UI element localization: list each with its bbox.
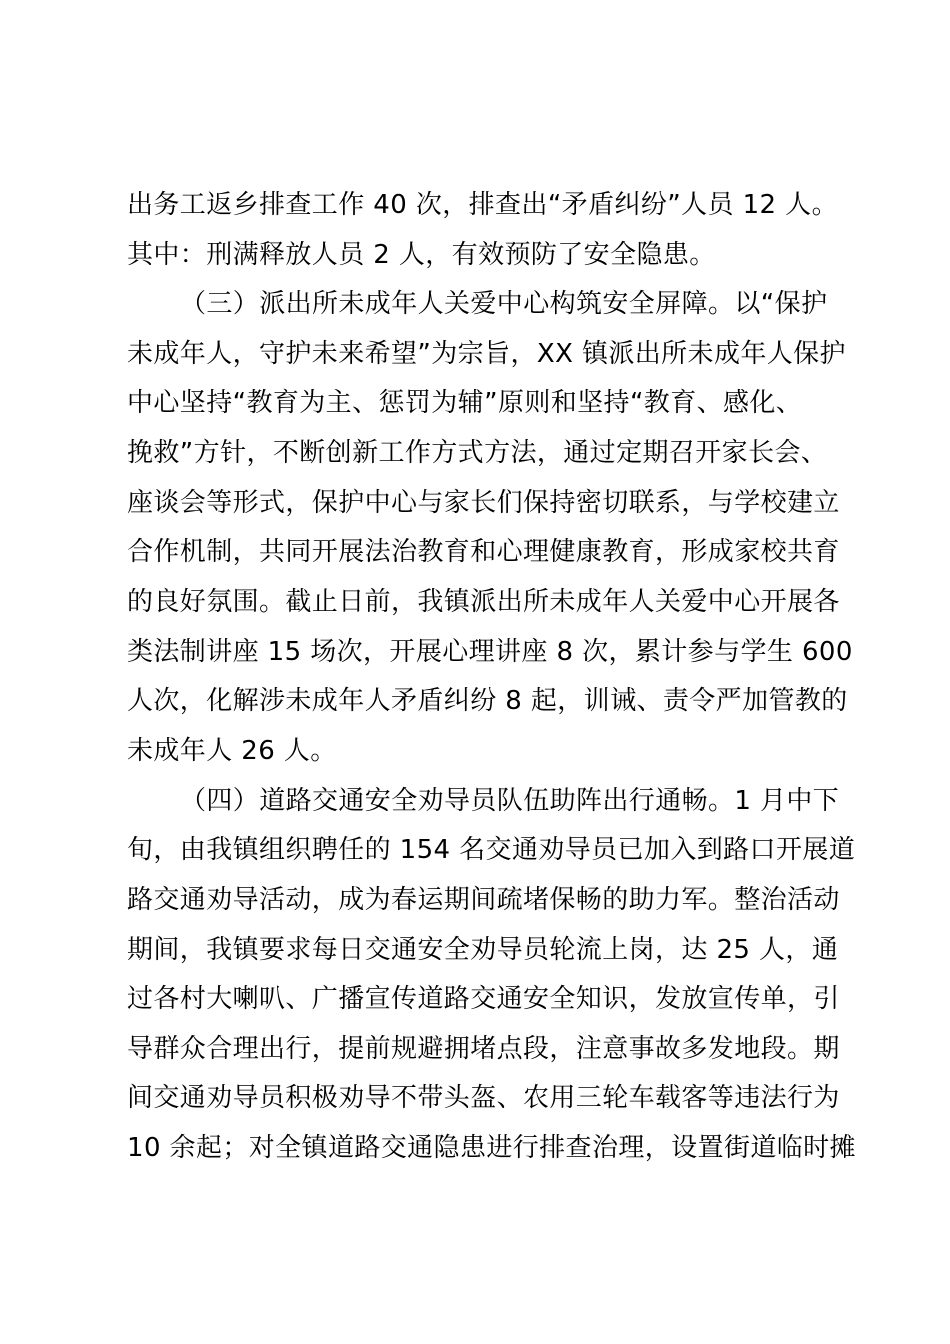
text-line: 10 余起；对全镇道路交通隐患进行排查治理，设置街道临时摊 — [127, 1133, 856, 1163]
text-line: 路交通劝导活动，成为春运期间疏堵保畅的助力军。整治活动 — [127, 885, 840, 915]
text-line: 中心坚持“教育为主、惩罚为辅”原则和坚持“教育、感化、 — [127, 388, 803, 418]
text-line: 过各村大喇叭、广播宣传道路交通安全知识，发放宣传单，引 — [127, 984, 840, 1014]
paragraph-heading-4: （四）道路交通安全劝导员队伍助阵出行通畅。1 月中下 — [180, 786, 840, 816]
text-line: 挽救”方针，不断创新工作方式方法，通过定期召开家长会、 — [127, 438, 828, 468]
text-line: 类法制讲座 15 场次，开展心理讲座 8 次，累计参与学生 600 — [127, 637, 853, 667]
text-line: 出务工返乡排查工作 40 次，排查出“矛盾纠纷”人员 12 人。 — [127, 190, 838, 220]
text-line: 的良好氛围。截止日前，我镇派出所未成年人关爱中心开展各 — [127, 587, 840, 617]
paragraph-heading-3: （三）派出所未成年人关爱中心构筑安全屏障。以“保护 — [180, 289, 828, 319]
text-line: 间交通劝导员积极劝导不带头盔、农用三轮车载客等违法行为 — [127, 1083, 840, 1113]
text-line: 座谈会等形式，保护中心与家长们保持密切联系，与学校建立 — [127, 488, 840, 518]
text-line: 未成年人，守护未来希望”为宗旨，XX 镇派出所未成年人保护 — [127, 339, 846, 369]
text-line: 人次，化解涉未成年人矛盾纠纷 8 起，训诫、责令严加管教的 — [127, 686, 848, 716]
text-line: 导群众合理出行，提前规避拥堵点段，注意事故多发地段。期 — [127, 1034, 840, 1064]
text-line: 其中：刑满释放人员 2 人，有效预防了安全隐患。 — [127, 240, 716, 270]
text-line: 合作机制，共同开展法治教育和心理健康教育，形成家校共育 — [127, 537, 840, 567]
text-line: 期间，我镇要求每日交通安全劝导员轮流上岗，达 25 人，通 — [127, 935, 839, 965]
text-line: 未成年人 26 人。 — [127, 736, 337, 766]
text-line: 旬，由我镇组织聘任的 154 名交通劝导员已加入到路口开展道 — [127, 835, 856, 865]
